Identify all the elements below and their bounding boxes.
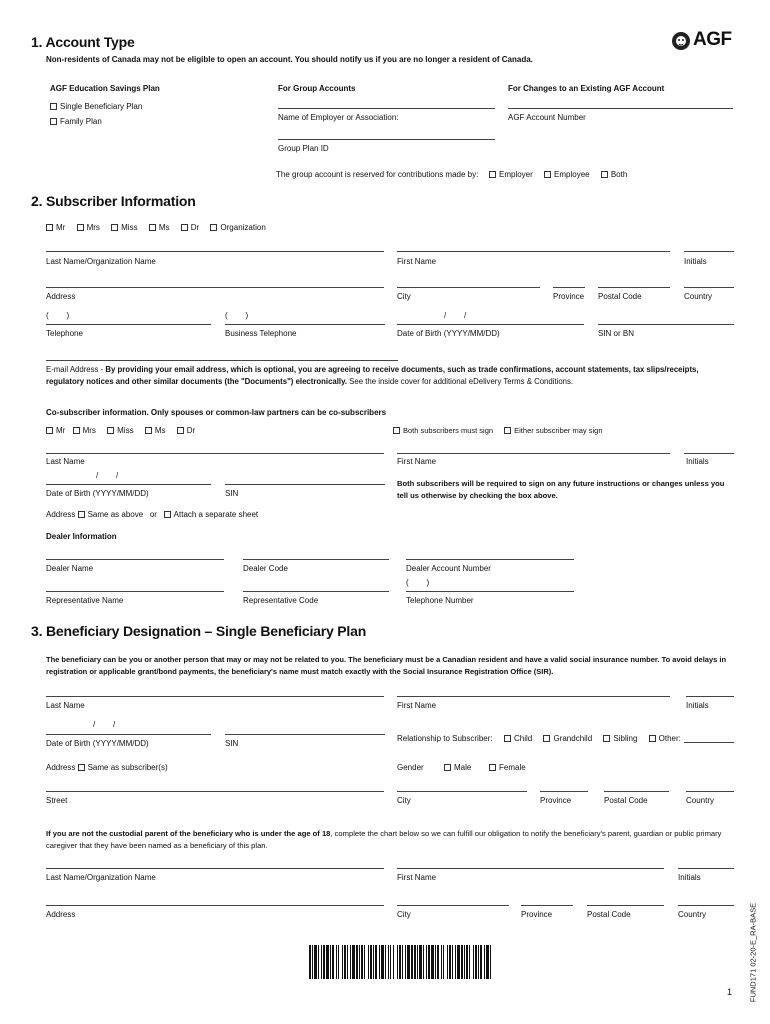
barcode-bar — [323, 945, 325, 979]
employer-label: Name of Employer or Association: — [278, 113, 399, 122]
account-number-label: AGF Account Number — [508, 113, 586, 122]
barcode — [309, 945, 491, 979]
barcode-bar — [321, 945, 322, 979]
barcode-bar — [330, 945, 331, 979]
same-as-above-label: Same as above — [87, 510, 144, 519]
barcode-bar — [435, 945, 436, 979]
barcode-bar — [312, 945, 313, 979]
opt-organization[interactable]: Organization — [210, 223, 265, 232]
esp-title: AGF Education Savings Plan — [50, 84, 160, 93]
barcode-bar — [381, 945, 384, 979]
barcode-bar — [356, 945, 358, 979]
barcode-bar — [449, 945, 451, 979]
pcg-initials-field[interactable] — [678, 868, 734, 869]
existing-account-title: For Changes to an Existing AGF Account — [508, 84, 665, 93]
rel-sibling[interactable]: Sibling — [603, 734, 637, 743]
ben-last-name-field[interactable] — [46, 696, 384, 697]
barcode-bar — [411, 945, 413, 979]
ben-city-label: City — [397, 796, 411, 805]
barcode-bar — [419, 945, 422, 979]
barcode-bar — [342, 945, 343, 979]
barcode-bar — [486, 945, 489, 979]
barcode-bar — [364, 945, 365, 979]
group-id-field[interactable] — [278, 139, 495, 140]
city-label: City — [397, 292, 411, 301]
co-initials-field[interactable] — [684, 453, 734, 454]
ben-sin-field[interactable] — [225, 734, 385, 735]
gender-label: Gender — [397, 763, 424, 772]
opt-employer[interactable]: Employer — [489, 170, 533, 179]
pcg-address-field[interactable] — [46, 905, 384, 906]
same-as-subscriber-label: Same as subscriber(s) — [87, 763, 168, 772]
rep-name-field[interactable] — [46, 591, 224, 592]
ben-initials-label: Initials — [686, 701, 709, 710]
section-2-title: 2. Subscriber Information — [31, 193, 196, 209]
initials-label: Initials — [684, 257, 707, 266]
last-name-label: Last Name/Organization Name — [46, 257, 156, 266]
barcode-bar — [469, 945, 470, 979]
sin-bn-label: SIN or BN — [598, 329, 635, 338]
ben-street-label: Street — [46, 796, 68, 805]
lion-icon — [671, 30, 691, 52]
opt-ms[interactable]: Ms — [149, 223, 170, 232]
postal-label: Postal Code — [598, 292, 642, 301]
group-accounts-title: For Group Accounts — [278, 84, 356, 93]
pcg-province-label: Province — [521, 910, 553, 919]
barcode-bar — [336, 945, 337, 979]
opt-miss[interactable]: Miss — [111, 223, 137, 232]
pcg-province-field[interactable] — [521, 905, 573, 906]
beneficiary-intro: The beneficiary can be you or another person that may or may not be related to you. The beneficiary must be a Canadian resident and have a valid social insurance number. To avoid delays in registration or applicable grant/bond payments, the beneficiary's name must match exactly with the Social Insurance Registration Office (SIR). — [46, 655, 727, 676]
ben-last-name-label: Last Name — [46, 701, 85, 710]
telephone-label: Telephone — [46, 329, 83, 338]
address-label: Address — [46, 292, 76, 301]
co-opt-mr[interactable]: Mr — [46, 426, 65, 435]
barcode-bar — [431, 945, 434, 979]
dealer-code-label: Dealer Code — [243, 564, 288, 573]
opt-single-beneficiary[interactable]: Single Beneficiary Plan — [50, 102, 142, 111]
barcode-bar — [350, 945, 351, 979]
attach-sheet-checkbox[interactable] — [164, 511, 171, 518]
telephone-field[interactable] — [46, 324, 211, 325]
email-field[interactable] — [46, 360, 398, 361]
co-opt-ms[interactable]: Ms — [145, 426, 166, 435]
barcode-bar — [461, 945, 463, 979]
account-number-field[interactable] — [508, 108, 733, 109]
agf-wordmark: AGF — [693, 29, 732, 50]
barcode-bar — [428, 945, 430, 979]
page-number: 1 — [727, 987, 733, 997]
both-subscribers-note: Both subscribers will be required to sign on any future instructions or changes unless you tell us otherwise by checking the box above. — [397, 479, 725, 500]
signing-options — [393, 426, 612, 435]
city-field[interactable] — [397, 287, 540, 288]
pcg-initials-label: Initials — [678, 873, 701, 882]
barcode-bar — [455, 945, 456, 979]
pcg-postal-label: Postal Code — [587, 910, 631, 919]
barcode-bar — [480, 945, 482, 979]
opt-either-may-sign[interactable]: Either subscriber may sign — [504, 426, 602, 435]
ben-address-option: Address Same as subscriber(s) — [46, 763, 168, 772]
business-tel-field[interactable] — [225, 324, 385, 325]
dealer-tel-parens: ( ) — [406, 578, 430, 587]
co-first-name-label: First Name — [397, 457, 437, 466]
co-opt-dr[interactable]: Dr — [177, 426, 195, 435]
contrib-options — [489, 170, 636, 179]
province-label: Province — [553, 292, 585, 301]
country-field[interactable] — [684, 287, 734, 288]
barcode-bar — [390, 945, 391, 979]
opt-dr[interactable]: Dr — [181, 223, 199, 232]
barcode-bar — [490, 945, 491, 979]
rep-code-label: Representative Code — [243, 596, 319, 605]
ben-street-field[interactable] — [46, 791, 384, 792]
barcode-bar — [452, 945, 453, 979]
attach-sheet-label: Attach a separate sheet — [173, 510, 259, 519]
ben-province-field[interactable] — [540, 791, 588, 792]
barcode-bar — [359, 945, 360, 979]
pcg-address-label: Address — [46, 910, 76, 919]
relationship-options — [504, 734, 681, 743]
barcode-bar — [314, 945, 317, 979]
agf-logo — [671, 29, 737, 53]
reserved-label: The group account is reserved for contributions made by: — [276, 170, 479, 179]
initials-field[interactable] — [684, 251, 734, 252]
ben-postal-field[interactable] — [604, 791, 669, 792]
group-id-label: Group Plan ID — [278, 144, 329, 153]
barcode-bar — [484, 945, 485, 979]
ben-dob-field[interactable] — [46, 734, 211, 735]
pcg-postal-field[interactable] — [587, 905, 664, 906]
pcg-country-field[interactable] — [678, 905, 734, 906]
ben-postal-label: Postal Code — [604, 796, 648, 805]
rep-code-field[interactable] — [243, 591, 389, 592]
subscriber-title-options — [46, 223, 275, 232]
ben-province-label: Province — [540, 796, 572, 805]
barcode-bar — [368, 945, 369, 979]
country-label: Country — [684, 292, 713, 301]
custodial-note: If you are not the custodial parent of the beneficiary who is under the age of 18, complete the chart below so we can fulfill our obligation to notify the beneficiary's parent, guardian or public primary caregiver that they have been named as a beneficiary of this plan. — [46, 829, 722, 850]
barcode-bar — [407, 945, 410, 979]
barcode-bar — [441, 945, 442, 979]
co-subscriber-title: Co-subscriber information. Only spouses or common-law partners can be co-subscribers — [46, 408, 387, 417]
barcode-bar — [475, 945, 477, 979]
co-opt-mrs[interactable]: Mrs — [73, 426, 96, 435]
co-last-name-field[interactable] — [46, 453, 384, 454]
ben-city-field[interactable] — [397, 791, 527, 792]
barcode-bar — [361, 945, 363, 979]
barcode-bar — [402, 945, 403, 979]
barcode-bar — [405, 945, 406, 979]
checkbox[interactable] — [50, 103, 57, 110]
ben-initials-field[interactable] — [686, 696, 734, 697]
barcode-bar — [399, 945, 401, 979]
email-disclaimer: E-mail Address - By providing your email address, which is optional, you are agreeing to receive documents, such as trade confirmations, account statements, tax slips/receipts, regulatory notices and other similar documents (the "Documents") electronically. See the inside cover for additional eDelivery Terms & Conditions. — [46, 365, 699, 386]
co-dob-field[interactable] — [46, 484, 211, 485]
dealer-code-field[interactable] — [243, 559, 389, 560]
barcode-bar — [379, 945, 380, 979]
first-name-field[interactable] — [397, 251, 670, 252]
address-field[interactable] — [46, 287, 384, 288]
co-opt-miss[interactable]: Miss — [107, 426, 133, 435]
barcode-bar — [414, 945, 416, 979]
checkbox[interactable] — [50, 118, 57, 125]
telephone-parens: ( ) — [46, 311, 70, 320]
co-last-name-label: Last Name — [46, 457, 85, 466]
gender-male[interactable]: Male — [444, 763, 471, 772]
co-address-options: Address Same as above or Attach a separate sheet — [46, 510, 259, 519]
rel-child[interactable]: Child — [504, 734, 532, 743]
dealer-account-label: Dealer Account Number — [406, 564, 491, 573]
rel-other-field[interactable] — [684, 742, 734, 743]
barcode-bar — [437, 945, 439, 979]
ben-first-name-field[interactable] — [397, 696, 670, 697]
opt-both[interactable]: Both — [601, 170, 627, 179]
ben-country-field[interactable] — [686, 791, 734, 792]
ben-first-name-label: First Name — [397, 701, 437, 710]
co-sin-label: SIN — [225, 489, 239, 498]
co-dob-slashes: / / — [96, 471, 119, 480]
dealer-name-label: Dealer Name — [46, 564, 94, 573]
postal-field[interactable] — [598, 287, 670, 288]
employer-field[interactable] — [278, 108, 495, 109]
dob-field[interactable] — [397, 324, 584, 325]
same-as-subscriber-checkbox[interactable] — [78, 764, 85, 771]
barcode-bar — [473, 945, 474, 979]
opt-employee[interactable]: Employee — [544, 170, 590, 179]
opt-mrs[interactable]: Mrs — [77, 223, 100, 232]
dob-label: Date of Birth (YYYY/MM/DD) — [397, 329, 500, 338]
barcode-bar — [338, 945, 339, 979]
co-sin-field[interactable] — [225, 484, 385, 485]
co-initials-label: Initials — [686, 457, 709, 466]
dealer-name-field[interactable] — [46, 559, 224, 560]
co-first-name-field[interactable] — [397, 453, 670, 454]
barcode-bar — [375, 945, 377, 979]
barcode-bar — [309, 945, 311, 979]
barcode-bar — [352, 945, 355, 979]
barcode-bar — [388, 945, 389, 979]
barcode-bar — [423, 945, 424, 979]
pcg-last-name-field[interactable] — [46, 868, 384, 869]
ben-dob-label: Date of Birth (YYYY/MM/DD) — [46, 739, 149, 748]
tel-number-label: Telephone Number — [406, 596, 474, 605]
barcode-bar — [347, 945, 348, 979]
relationship-label: Relationship to Subscriber: — [397, 734, 493, 743]
gender-female[interactable]: Female — [489, 763, 526, 772]
business-tel-parens: ( ) — [225, 311, 249, 320]
pcg-city-label: City — [397, 910, 411, 919]
opt-mr[interactable]: Mr — [46, 223, 65, 232]
last-name-field[interactable] — [46, 251, 384, 252]
pcg-first-name-label: First Name — [397, 873, 437, 882]
section-3-title: 3. Beneficiary Designation – Single Beneficiary Plan — [31, 623, 367, 639]
dealer-account-field[interactable] — [406, 559, 574, 560]
barcode-bar — [464, 945, 465, 979]
barcode-bar — [443, 945, 444, 979]
pcg-first-name-field[interactable] — [397, 868, 664, 869]
barcode-bar — [397, 945, 398, 979]
co-title-options — [46, 426, 204, 435]
barcode-bar — [447, 945, 448, 979]
opt-family-plan[interactable]: Family Plan — [50, 117, 102, 126]
barcode-bar — [385, 945, 386, 979]
barcode-bar — [318, 945, 319, 979]
opt-both-must-sign[interactable]: Both subscribers must sign — [393, 426, 493, 435]
ben-country-label: Country — [686, 796, 715, 805]
co-dob-label: Date of Birth (YYYY/MM/DD) — [46, 489, 149, 498]
barcode-bar — [478, 945, 479, 979]
province-field[interactable] — [553, 287, 585, 288]
form-code: FUND171 02-20-E_RA-BASE — [748, 902, 758, 1003]
pcg-country-label: Country — [678, 910, 707, 919]
barcode-bar — [417, 945, 418, 979]
rep-name-label: Representative Name — [46, 596, 124, 605]
nonresident-note: Non-residents of Canada may not be eligible to open an account. You should notify us if you are no longer a resident of Canada. — [46, 55, 533, 64]
dealer-info-title: Dealer Information — [46, 532, 117, 541]
business-tel-label: Business Telephone — [225, 329, 297, 338]
ben-dob-slashes: / / — [93, 720, 116, 729]
barcode-bar — [332, 945, 334, 979]
barcode-bar — [466, 945, 468, 979]
rel-other[interactable]: Other: — [649, 734, 681, 743]
same-as-above-checkbox[interactable] — [78, 511, 85, 518]
barcode-bar — [373, 945, 374, 979]
ben-sin-label: SIN — [225, 739, 239, 748]
pcg-last-name-label: Last Name/Organization Name — [46, 873, 156, 882]
section-1-title: 1. Account Type — [31, 34, 135, 50]
first-name-label: First Name — [397, 257, 437, 266]
sin-bn-field[interactable] — [598, 324, 734, 325]
barcode-bar — [457, 945, 460, 979]
pcg-city-field[interactable] — [397, 905, 509, 906]
barcode-bar — [426, 945, 427, 979]
barcode-bar — [370, 945, 372, 979]
barcode-bar — [344, 945, 346, 979]
rel-grandchild[interactable]: Grandchild — [543, 734, 592, 743]
barcode-bar — [393, 945, 394, 979]
barcode-bar — [326, 945, 329, 979]
dob-slashes: / / — [444, 311, 467, 320]
dealer-tel-field[interactable] — [406, 591, 574, 592]
